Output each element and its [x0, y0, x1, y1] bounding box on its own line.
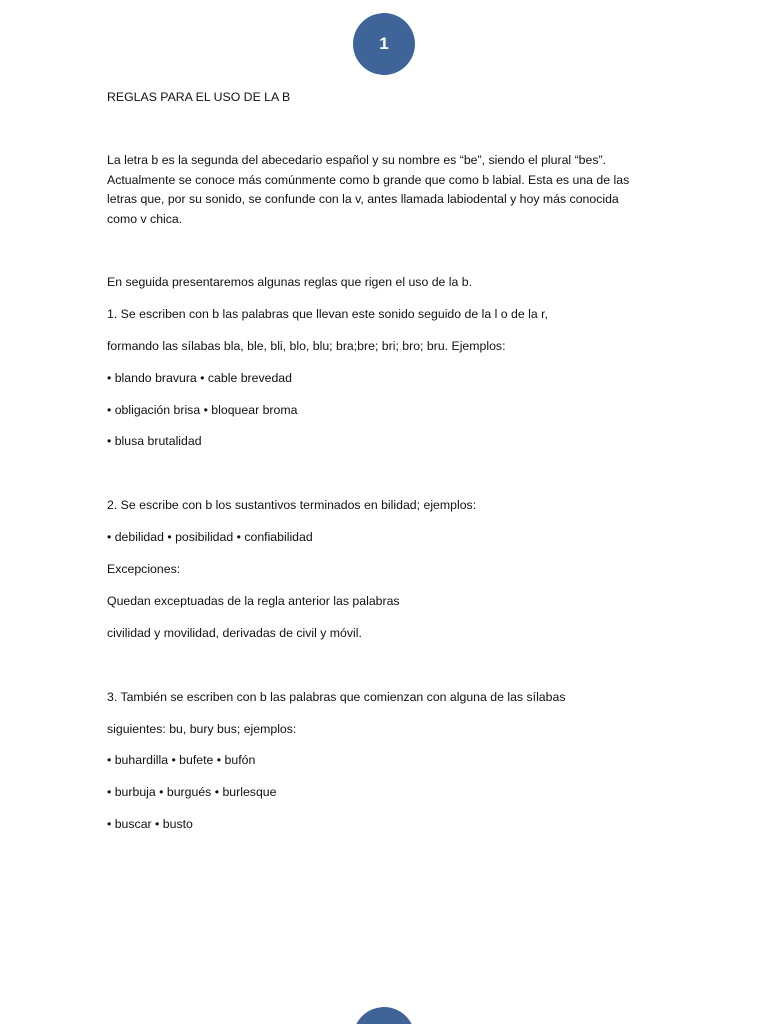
rule-1-example: • blando bravura • cable brevedad: [107, 371, 292, 385]
document-title: REGLAS PARA EL USO DE LA B: [107, 90, 291, 104]
rule-3-example: • burbuja • burgués • burlesque: [107, 785, 277, 799]
page-number: 1: [379, 34, 389, 53]
intro-line: Actualmente se conoce más comúnmente como b grande que como b labial. Esta es una de las: [107, 173, 630, 187]
rule-3-text: 3. También se escriben con b las palabras que comienzan con alguna de las sílabas: [107, 690, 566, 704]
rule-3-example: • buhardilla • bufete • bufón: [107, 753, 256, 767]
rule-3-example: • buscar • busto: [107, 817, 193, 831]
exceptions-text-continued: civilidad y movilidad, derivadas de civil y móvil.: [107, 626, 362, 640]
next-page-badge: [353, 1007, 415, 1024]
rule-1-text: 1. Se escriben con b las palabras que llevan este sonido seguido de la l o de la r,: [107, 307, 548, 321]
page-number-badge: [353, 13, 415, 75]
intro-line: como v chica.: [107, 212, 183, 226]
lead-paragraph: En seguida presentaremos algunas reglas que rigen el uso de la b.: [107, 275, 473, 289]
rule-2-text: 2. Se escribe con b los sustantivos terminados en bilidad; ejemplos:: [107, 498, 477, 512]
rule-3-text-continued: siguientes: bu, bury bus; ejemplos:: [107, 722, 297, 736]
intro-line: letras que, por su sonido, se confunde con la v, antes llamada labiodental y hoy más conocida: [107, 192, 619, 206]
rule-2-examples: • debilidad • posibilidad • confiabilidad: [107, 530, 313, 544]
rule-1-text-continued: formando las sílabas bla, ble, bli, blo, blu; bra;bre; bri; bro; bru. Ejemplos:: [107, 339, 506, 353]
exceptions-text: Quedan exceptuadas de la regla anterior las palabras: [107, 594, 400, 608]
intro-line: La letra b es la segunda del abecedario español y su nombre es “be”, siendo el plural “bes”.: [107, 153, 607, 167]
rule-1-example: • blusa brutalidad: [107, 434, 202, 448]
rule-1-example: • obligación brisa • bloquear broma: [107, 403, 298, 417]
exceptions-label: Excepciones:: [107, 562, 181, 576]
